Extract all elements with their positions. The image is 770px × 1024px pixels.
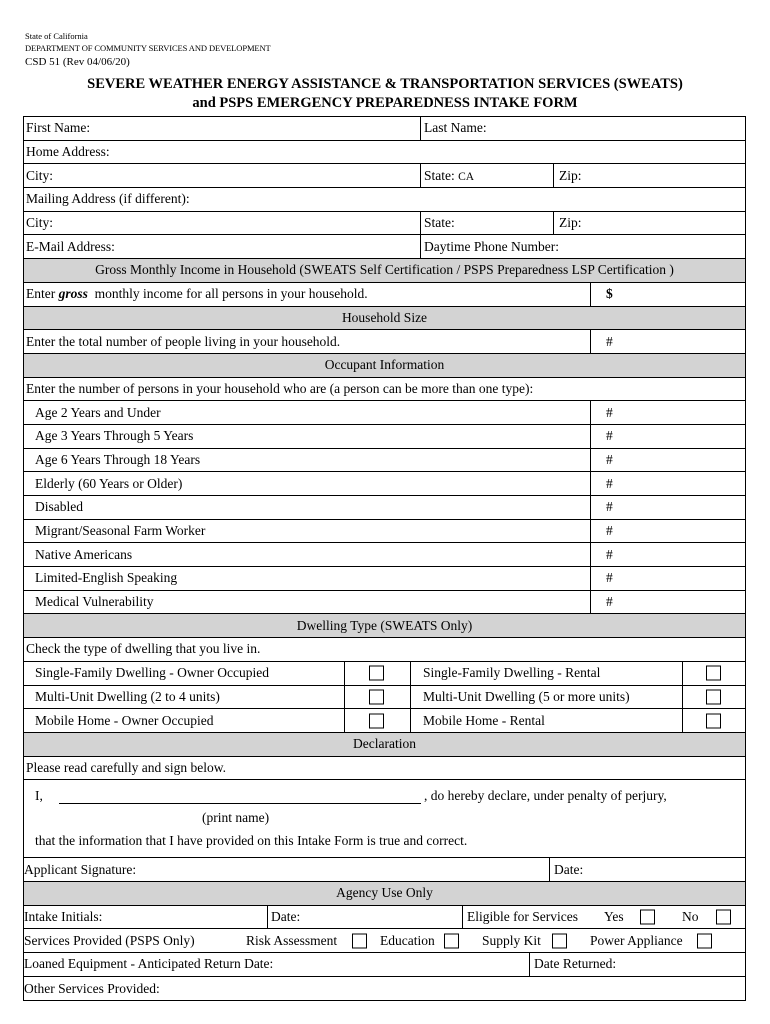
risk-assessment-checkbox[interactable] (352, 933, 367, 948)
zip-field[interactable]: Zip: (559, 167, 582, 183)
education-label: Education (380, 932, 435, 948)
occupant-row (24, 591, 745, 615)
occupant-input[interactable]: # (606, 546, 613, 562)
agency-section-header (24, 882, 745, 906)
mailing-address-field[interactable]: Mailing Address (if different): (26, 191, 190, 207)
occupant-row (24, 472, 745, 496)
home-address-row (24, 141, 745, 165)
dwelling-option-label: Mobile Home - Owner Occupied (35, 712, 214, 728)
income-prompt: Enter gross monthly income for all persons in your household. (26, 286, 368, 302)
dwelling-checkbox[interactable] (706, 713, 721, 728)
occupant-row (24, 520, 745, 544)
declaration-block (24, 780, 745, 858)
supply-kit-label: Supply Kit (482, 932, 541, 948)
mailing-zip-field[interactable]: Zip: (559, 215, 582, 231)
occupant-row (24, 425, 745, 449)
signature-field[interactable]: Applicant Signature: (24, 861, 137, 877)
signature-date-field[interactable]: Date: (554, 861, 584, 877)
dwelling-option-label: Mobile Home - Rental (423, 712, 545, 728)
occupant-section-header (24, 354, 745, 378)
loaned-equipment-field[interactable]: Loaned Equipment - Anticipated Return Date: (24, 956, 274, 972)
household-prompt: Enter the total number of people living in your household. (26, 333, 341, 349)
mailing-state-field[interactable]: State: (424, 215, 455, 231)
dwelling-option-label: Single-Family Dwelling - Owner Occupied (35, 665, 269, 681)
dwelling-section-header (24, 614, 745, 638)
declaration-section-header (24, 733, 745, 757)
occupant-label: Limited-English Speaking (35, 570, 178, 586)
eligible-yes-checkbox[interactable] (640, 909, 655, 924)
eligible-yes-label: Yes (604, 908, 624, 924)
dwelling-checkbox[interactable] (369, 713, 384, 728)
dwelling-option-label: Single-Family Dwelling - Rental (423, 665, 601, 681)
power-appliance-checkbox[interactable] (697, 933, 712, 948)
phone-field[interactable]: Daytime Phone Number: (424, 238, 559, 254)
declaration-i: I, (35, 788, 43, 804)
dwelling-checkbox[interactable] (369, 666, 384, 681)
dwelling-option-label: Multi-Unit Dwelling (2 to 4 units) (35, 688, 220, 704)
income-input[interactable]: $ (606, 286, 613, 302)
declaration-text: , do hereby declare, under penalty of perjury, (424, 788, 667, 804)
occupant-input[interactable]: # (606, 523, 613, 539)
income-row (24, 283, 745, 307)
first-name-field[interactable]: First Name: (26, 120, 91, 136)
household-section-title: Household Size (341, 309, 428, 325)
dwelling-checkbox[interactable] (706, 689, 721, 704)
occupant-prompt-row (24, 378, 745, 402)
declaration-prompt: Please read carefully and sign below. (26, 759, 227, 775)
occupant-input[interactable]: # (606, 594, 613, 610)
occupant-section-title: Occupant Information (324, 357, 445, 373)
city-field[interactable]: City: (26, 167, 54, 183)
dwelling-row (24, 709, 745, 733)
occupant-row (24, 401, 745, 425)
occupant-label: Age 6 Years Through 18 Years (35, 451, 201, 467)
dwelling-option-label: Multi-Unit Dwelling (5 or more units) (423, 688, 630, 704)
intake-form (23, 116, 746, 1001)
date-returned-field[interactable]: Date Returned: (534, 956, 617, 972)
intake-initials-field[interactable]: Intake Initials: (24, 908, 103, 924)
occupant-row (24, 496, 745, 520)
household-row (24, 330, 745, 354)
agency-section-title: Agency Use Only (336, 885, 433, 901)
education-checkbox[interactable] (444, 933, 459, 948)
department-label: DEPARTMENT OF COMMUNITY SERVICES AND DEVELOPMENT (25, 43, 271, 53)
other-services-row (24, 977, 745, 1001)
power-appliance-label: Power Appliance (590, 932, 683, 948)
dwelling-section-title: Dwelling Type (SWEATS Only) (296, 617, 473, 633)
form-id: CSD 51 (Rev 04/06/20) (25, 56, 130, 68)
last-name-field[interactable]: Last Name: (424, 120, 487, 136)
household-section-header (24, 307, 745, 331)
loaned-equipment-row (24, 953, 745, 977)
declaration-statement: that the information that I have provided on this Intake Form is true and correct. (35, 833, 468, 849)
occupant-input[interactable]: # (606, 499, 613, 515)
services-row (24, 929, 745, 953)
email-phone-row (24, 235, 745, 259)
risk-assessment-label: Risk Assessment (246, 932, 338, 948)
income-section-title: Gross Monthly Income in Household (SWEATS Self Certification / PSPS Preparedness LSP Certification ) (95, 262, 674, 278)
state-field[interactable]: State: CA (424, 167, 475, 183)
occupant-label: Disabled (35, 499, 83, 515)
occupant-row (24, 449, 745, 473)
dwelling-row (24, 662, 745, 686)
occupant-row (24, 543, 745, 567)
email-field[interactable]: E-Mail Address: (26, 238, 115, 254)
household-input[interactable]: # (606, 333, 613, 349)
dwelling-checkbox[interactable] (369, 689, 384, 704)
dwelling-row (24, 686, 745, 710)
city-row (24, 164, 745, 188)
state-label: State of California (25, 31, 88, 41)
eligible-no-label: No (682, 908, 699, 924)
dwelling-prompt: Check the type of dwelling that you live in. (26, 641, 261, 657)
print-name-input[interactable] (59, 788, 421, 804)
occupant-input[interactable]: # (606, 404, 613, 420)
occupant-row (24, 567, 745, 591)
signature-row (24, 858, 745, 882)
print-name-caption: (print name) (202, 810, 270, 826)
services-label: Services Provided (PSPS Only) (24, 932, 195, 948)
other-services-field[interactable]: Other Services Provided: (24, 980, 160, 996)
eligible-no-checkbox[interactable] (716, 909, 731, 924)
occupant-label: Age 2 Years and Under (35, 404, 161, 420)
supply-kit-checkbox[interactable] (552, 933, 567, 948)
eligible-label: Eligible for Services (467, 908, 578, 924)
occupant-label: Medical Vulnerability (35, 594, 154, 610)
declaration-section-title: Declaration (353, 736, 416, 752)
income-section-header (24, 259, 745, 283)
mailing-city-field[interactable]: City: (26, 215, 54, 231)
occupant-label: Migrant/Seasonal Farm Worker (35, 523, 206, 539)
occupant-input[interactable]: # (606, 428, 613, 444)
occupant-label: Native Americans (35, 546, 133, 562)
dwelling-checkbox[interactable] (706, 666, 721, 681)
state-value: CA (458, 170, 475, 183)
mailing-city-row (24, 212, 745, 236)
form-title: SEVERE WEATHER ENERGY ASSISTANCE & TRANSPORTATION SERVICES (SWEATS) (87, 76, 683, 92)
occupant-label: Elderly (60 Years or Older) (35, 475, 183, 491)
mailing-address-row (24, 188, 745, 212)
occupant-label: Age 3 Years Through 5 Years (35, 428, 194, 444)
occupant-input[interactable]: # (606, 475, 613, 491)
intake-date-field[interactable]: Date: (271, 908, 301, 924)
occupant-prompt: Enter the number of persons in your household who are (a person can be more than one type): (26, 380, 534, 396)
occupant-input[interactable]: # (606, 451, 613, 467)
intake-row (24, 906, 745, 930)
name-row (24, 117, 745, 141)
form-subtitle: and PSPS EMERGENCY PREPAREDNESS INTAKE FORM (192, 95, 578, 111)
home-address-field[interactable]: Home Address: (26, 144, 110, 160)
declaration-prompt-row (24, 757, 745, 781)
occupant-input[interactable]: # (606, 570, 613, 586)
dwelling-prompt-row (24, 638, 745, 662)
